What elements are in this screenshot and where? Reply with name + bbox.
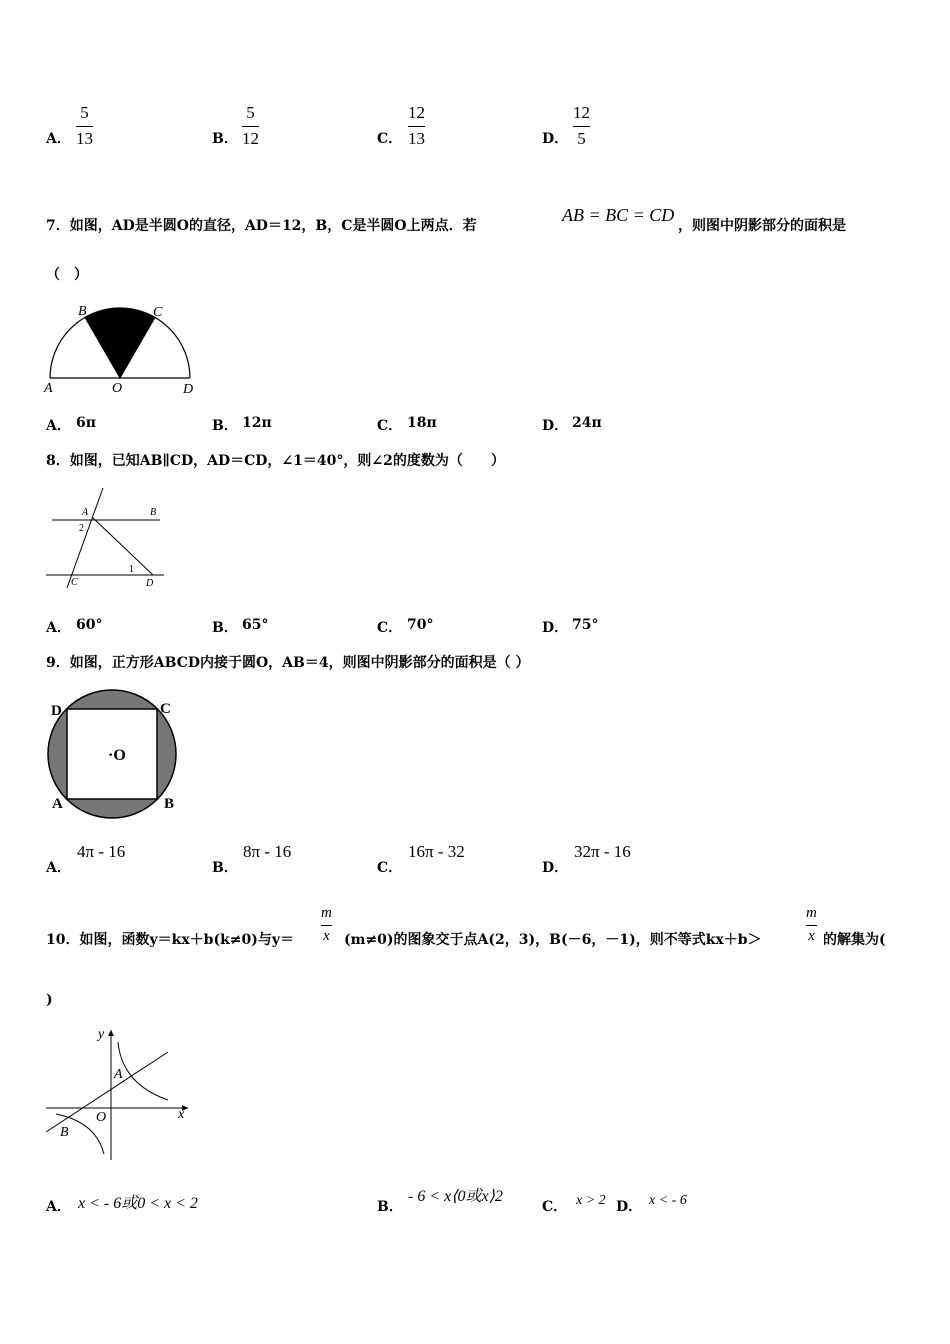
q9-question-text: 9．如图，正方形ABCD内接于圆O，AB＝4，则图中阴影部分的面积是（ ）: [46, 655, 530, 671]
q9-option-c-label[interactable]: C．: [377, 860, 403, 876]
label-b: B: [78, 304, 87, 319]
q10-option-b-value: - 6 < x⟨0或x⟩2: [408, 1188, 503, 1205]
label-y: y: [98, 1027, 105, 1042]
q9-option-b-value: 8π - 16: [243, 842, 292, 861]
q7-semicircle-figure: [40, 298, 205, 398]
shaded-sector: [85, 308, 155, 378]
q8-option-c-value: 70°: [407, 617, 434, 633]
q8-option-c-label[interactable]: C．: [377, 620, 403, 636]
label-a: A: [82, 507, 89, 518]
label-angle-1: 1: [129, 564, 134, 575]
q8-option-a-label[interactable]: A．: [46, 620, 71, 636]
q9-option-c-value: 16π - 32: [408, 842, 465, 861]
q6-option-b-fraction: [242, 103, 259, 149]
line-ac: [67, 488, 103, 588]
denominator: 12: [242, 129, 259, 148]
q9-option-a-label[interactable]: A．: [46, 860, 71, 876]
label-d: D: [51, 703, 62, 719]
label-a: A: [44, 381, 53, 396]
label-o: ·O: [108, 747, 126, 764]
label-d: D: [146, 578, 154, 589]
q10-option-c-value: x > 2: [576, 1193, 606, 1208]
q10-option-a-label[interactable]: A．: [46, 1199, 71, 1215]
numerator: 12: [573, 103, 590, 122]
label-x: x: [178, 1107, 185, 1122]
q7-option-b-value: 12π: [242, 415, 272, 431]
line-ad: [92, 517, 153, 575]
q7-option-d-label[interactable]: D．: [542, 418, 569, 434]
q8-option-b-value: 65°: [242, 617, 269, 633]
q10-question-text-2: (m≠0)的图象交于点A(2，3)，B(－6，－1)，则不等式kx＋b＞: [344, 932, 762, 948]
q10-option-b-label[interactable]: B．: [377, 1199, 403, 1215]
q10-fraction-m-over-x-1: [321, 905, 332, 945]
q9-inscribed-square-figure: [40, 686, 190, 821]
numerator: m: [806, 905, 817, 921]
label-c: C: [71, 577, 78, 588]
q6-option-d-fraction: [573, 103, 590, 149]
q6-option-c-label[interactable]: C．: [377, 131, 403, 147]
denominator: 5: [577, 129, 586, 148]
q10-question-text-3: 的解集为(: [823, 932, 886, 948]
q9-option-d-label[interactable]: D．: [542, 860, 569, 876]
label-b: B: [164, 796, 175, 812]
q9-option-a-value: 4π - 16: [77, 842, 126, 861]
label-o: O: [112, 381, 123, 396]
denominator: x: [808, 928, 815, 944]
q10-option-d-value: x < - 6: [649, 1193, 687, 1208]
q7-option-c-value: 18π: [407, 415, 437, 431]
q9-option-d-value: 32π - 16: [574, 842, 631, 861]
denominator: 13: [408, 129, 425, 148]
q10-option-d-label[interactable]: D．: [616, 1199, 643, 1215]
denominator: 13: [76, 129, 93, 148]
label-c: C: [160, 701, 171, 717]
q8-question-text: 8．如图，已知AB∥CD，AD＝CD，∠1＝40°，则∠2的度数为（ ）: [46, 453, 505, 469]
q6-option-b-label[interactable]: B．: [212, 131, 238, 147]
q6-option-c-fraction: [408, 103, 425, 149]
q10-option-a-value: x < - 6或0 < x < 2: [78, 1195, 198, 1212]
label-b: B: [60, 1125, 69, 1140]
label-b: B: [150, 507, 157, 518]
q6-option-a-fraction: [76, 103, 93, 149]
q10-option-c-label[interactable]: C．: [542, 1199, 568, 1215]
q6-option-a-label[interactable]: A．: [46, 131, 71, 147]
label-a: A: [52, 796, 63, 812]
numerator: 5: [80, 103, 89, 122]
denominator: x: [323, 928, 330, 944]
q6-option-d-label[interactable]: D．: [542, 131, 569, 147]
numerator: 5: [246, 103, 255, 122]
q8-option-a-value: 60°: [76, 617, 103, 633]
q8-parallel-lines-figure: [40, 484, 170, 594]
label-d: D: [183, 382, 194, 397]
q9-option-b-label[interactable]: B．: [212, 860, 238, 876]
label-c: C: [153, 305, 163, 320]
q10-question-text-1: 10．如图，函数y＝kx＋b(k≠0)与y＝: [46, 932, 295, 948]
q10-closing-paren: ): [46, 992, 53, 1008]
q10-function-graph-figure: [40, 1022, 200, 1167]
label-o: O: [96, 1110, 107, 1125]
label-a: A: [114, 1067, 123, 1082]
q8-option-b-label[interactable]: B．: [212, 620, 238, 636]
numerator: 12: [408, 103, 425, 122]
q7-option-a-value: 6π: [76, 415, 96, 431]
q7-option-b-label[interactable]: B．: [212, 418, 238, 434]
q8-option-d-value: 75°: [572, 617, 599, 633]
q8-option-d-label[interactable]: D．: [542, 620, 569, 636]
q7-answer-bracket: （ ）: [46, 267, 88, 283]
q10-fraction-m-over-x-2: [806, 905, 817, 945]
hyperbola-branch-1: [118, 1042, 168, 1100]
numerator: m: [321, 905, 332, 921]
label-angle-2: 2: [79, 523, 84, 534]
q7-question-text: 7．如图，AD是半圆O的直径，AD＝12，B，C是半圆O上两点．若: [46, 218, 477, 234]
q7-arc-formula: AB = BC = CD: [562, 205, 675, 225]
q7-question-text-end: ，则图中阴影部分的面积是: [678, 218, 846, 234]
q7-option-d-value: 24π: [572, 415, 602, 431]
q7-option-a-label[interactable]: A．: [46, 418, 71, 434]
q7-option-c-label[interactable]: C．: [377, 418, 403, 434]
